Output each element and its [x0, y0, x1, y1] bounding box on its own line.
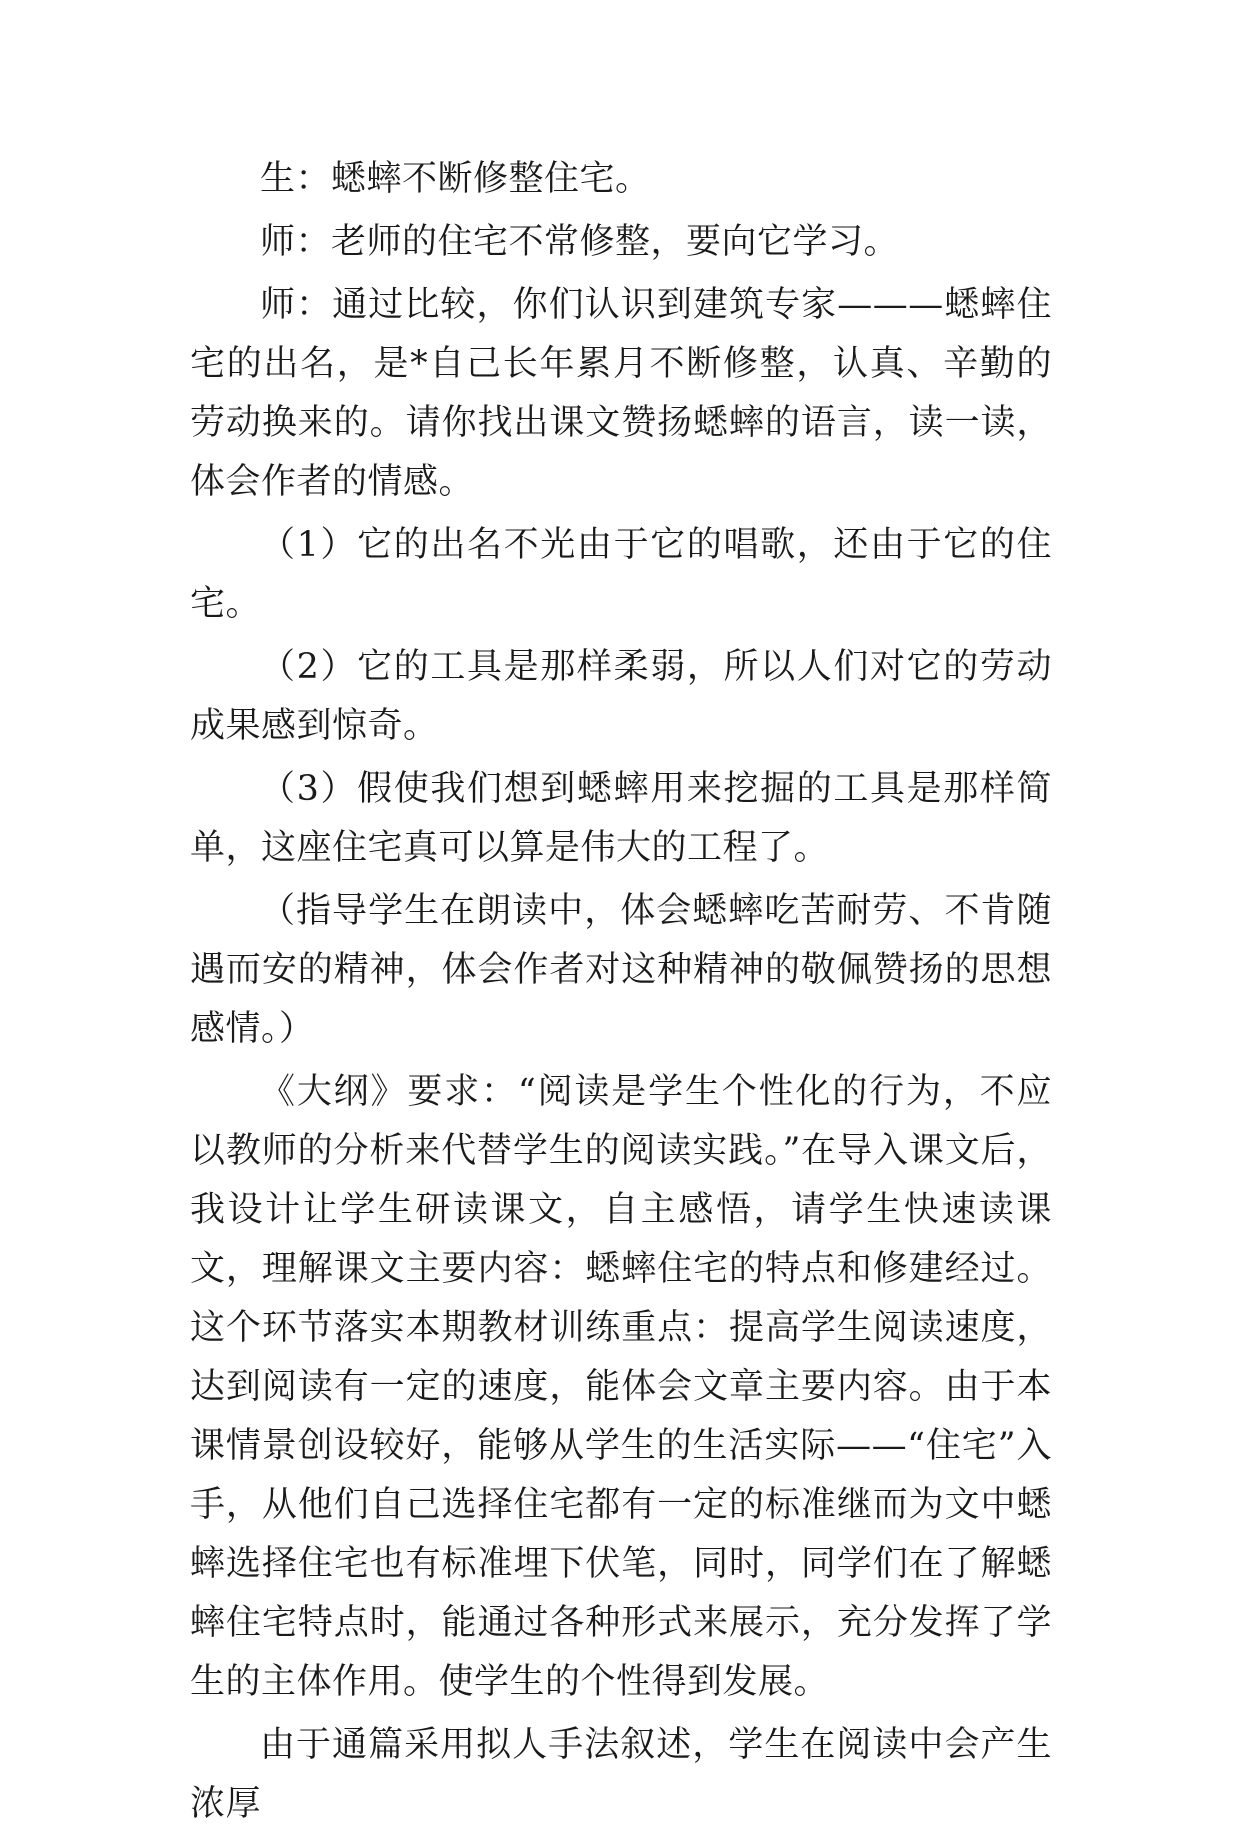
paragraph-teacher-summary: 师：通过比较，你们认识到建筑专家———蟋蟀住宅的出名，是*自己长年累月不断修整，认真、辛勤的劳动换来的。请你找出课文赞扬蟋蟀的语言，读一读，体会作者的情感。 — [190, 285, 1052, 502]
paragraph-quote-1: （1）它的出名不光由于它的唱歌，还由于它的住宅。 — [190, 525, 1052, 624]
paragraph-syllabus-reflection: 《大纲》要求：“阅读是学生个性化的行为，不应以教师的分析来代替学生的阅读实践。”在导入课文后，我设计让学生研读课文，自主感悟，请学生快速读课文，理解课文主要内容：蟋蟀住宅的特点和修建经过。这个环节落实本期教材训练重点：提高学生阅读速度，达到阅读有一定的速度，能体会文章主要内容。由于本课情景创设较好，能够从学生的生活实际——“住宅”入手，从他们自己选择住宅都有一定的标准继而为文中蟋蟀选择住宅也有标准埋下伏笔，同时，同学们在了解蟋蟀住宅特点时，能通过各种形式来展示，充分发挥了学生的主体作用。使学生的个性得到发展。 — [190, 1072, 1052, 1702]
paragraph-quote-2: （2）它的工具是那样柔弱，所以人们对它的劳动成果感到惊奇。 — [190, 647, 1052, 746]
document-page — [190, 150, 1052, 1838]
paragraph-quote-3: （3）假使我们想到蟋蟀用来挖掘的工具是那样简单，这座住宅真可以算是伟大的工程了。 — [190, 769, 1052, 868]
paragraph-guidance-note: （指导学生在朗读中，体会蟋蟀吃苦耐劳、不肯随遇而安的精神，体会作者对这种精神的敬佩赞扬的思想感情。） — [190, 891, 1052, 1049]
paragraph-teacher-remark: 师：老师的住宅不常修整，要向它学习。 — [260, 222, 900, 262]
paragraph-student-answer: 生：蟋蟀不断修整住宅。 — [260, 159, 651, 199]
paragraph-personification-note: 由于通篇采用拟人手法叙述，学生在阅读中会产生浓厚 — [190, 1725, 1052, 1824]
